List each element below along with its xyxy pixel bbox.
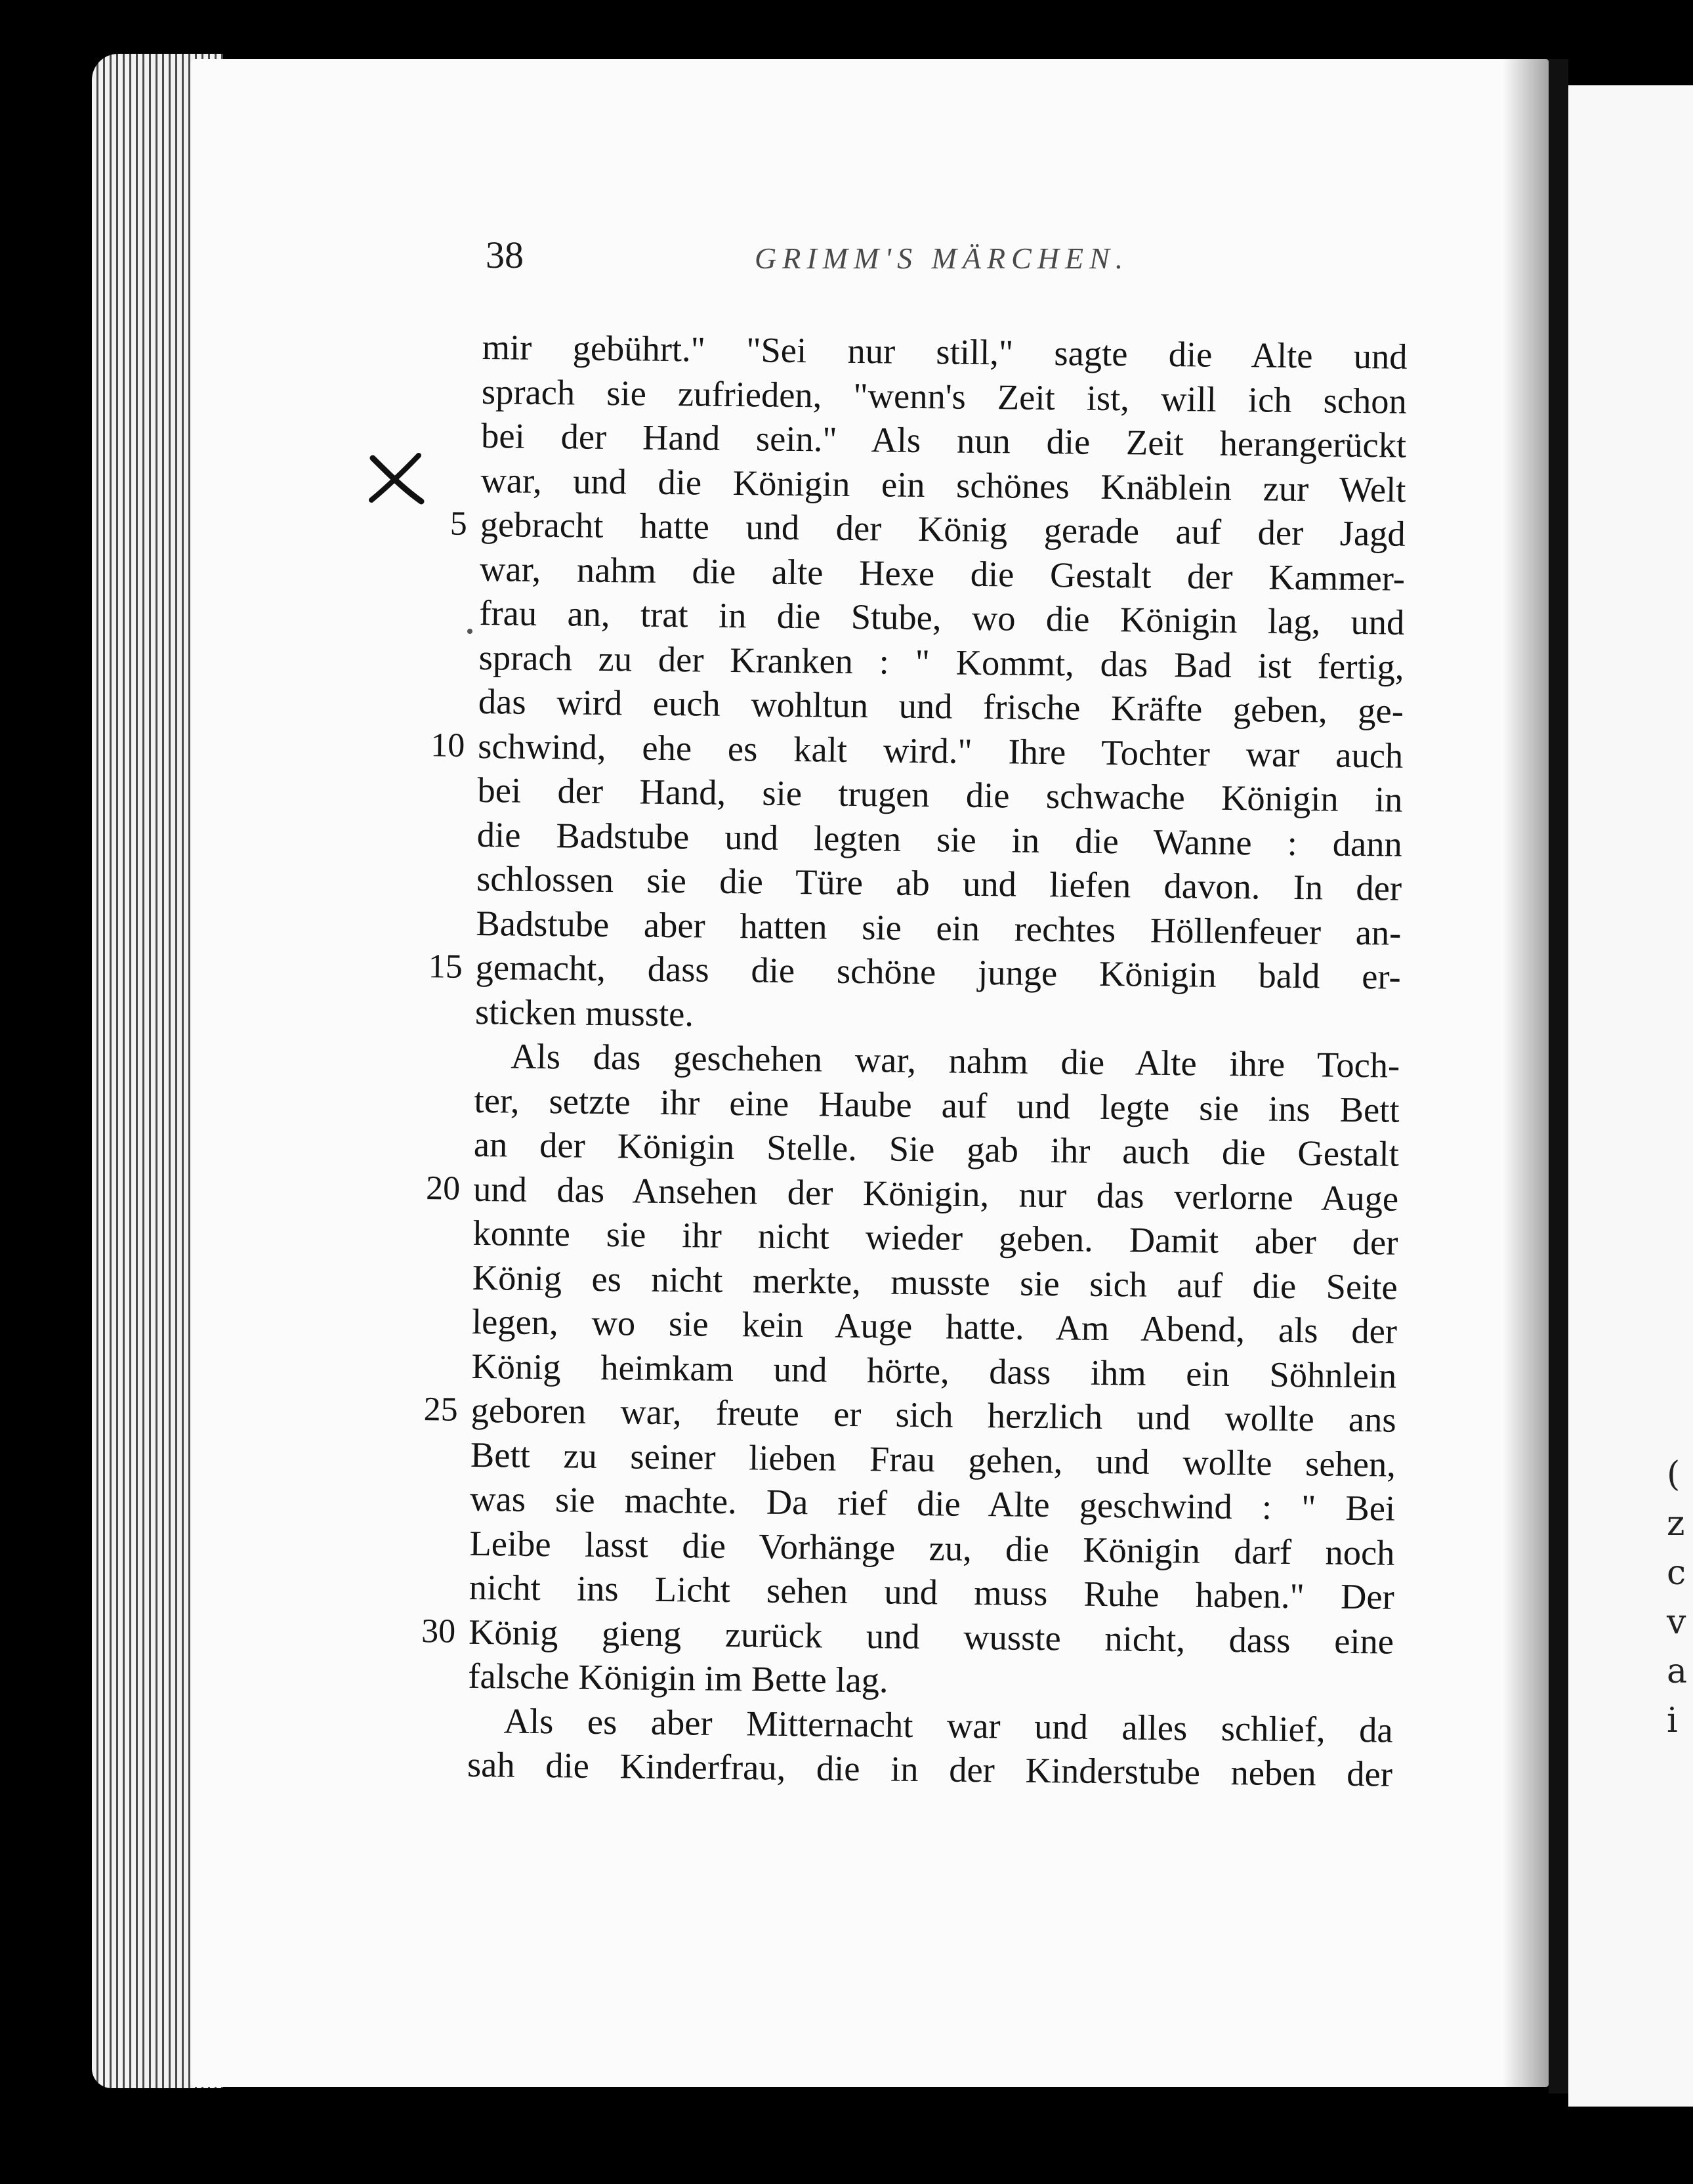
line-text: schlossen sie die Türe ab und liefen davon. In der: [476, 858, 1402, 908]
line-text: Als das geschehen war, nahm die Alte ihre Toch-: [511, 1036, 1400, 1085]
line-text: mir gebührt." "Sei nur still," sagte die Alte und: [482, 326, 1408, 377]
line-text: sprach sie zufrieden, "wenn's Zeit ist, will ich schon: [481, 371, 1408, 421]
gutter-shadow: [1503, 59, 1549, 2087]
line-text: gemacht, dass die schöne junge Königin bald er-: [475, 946, 1401, 997]
line-text: sticken musste.: [474, 991, 694, 1034]
line-text: Bett zu seiner lieben Frau gehen, und wollte sehen,: [470, 1434, 1396, 1484]
line-text: Leibe lasst die Vorhänge zu, die Königin darf noch: [469, 1522, 1395, 1573]
line-text: was sie machte. Da rief die Alte geschwind : " Bei: [469, 1478, 1396, 1528]
line-text: Als es aber Mitternacht war und alles schlief, da: [503, 1700, 1393, 1750]
page-header: [486, 233, 1431, 292]
facing-fragment: (: [1667, 1455, 1681, 1494]
body-text: [421, 325, 1408, 1796]
line-text: falsche Königin im Bette lag.: [468, 1655, 888, 1700]
line-text: das wird euch wohltun und frische Kräfte geben, ge-: [478, 681, 1404, 731]
line-text: sah die Kinderfrau, die in der Kinderstube neben der: [467, 1744, 1393, 1794]
page-number: 38: [486, 234, 524, 276]
facing-fragment: c: [1667, 1553, 1686, 1593]
margin-dot: [467, 629, 472, 634]
facing-page-text-fragments: [1667, 1450, 1693, 1746]
line-number: 15: [428, 948, 463, 986]
line-text: war, und die Königin ein schönes Knäblein zur Welt: [480, 459, 1406, 510]
handwritten-x-mark: [367, 453, 427, 505]
line-text: gebracht hatte und der König gerade auf der Jagd: [480, 503, 1406, 554]
line-text: schwind, ehe es kalt wird." Ihre Tochter war auch: [477, 725, 1404, 776]
line-text: und das Ansehen der Königin, nur das verlorne Auge: [472, 1168, 1399, 1219]
line-text: geboren war, freute er sich herzlich und wollte ans: [470, 1389, 1396, 1440]
line-text: nicht ins Licht sehen und muss Ruhe haben." Der: [469, 1566, 1395, 1617]
line-number: 25: [423, 1391, 458, 1429]
line-text: bei der Hand sein." Als nun die Zeit herangerückt: [480, 415, 1407, 465]
line-text: an der Königin Stelle. Sie gab ihr auch die Gestalt: [473, 1124, 1400, 1174]
line-text: war, nahm die alte Hexe die Gestalt der Kammer-: [479, 548, 1406, 598]
facing-fragment: a: [1667, 1652, 1688, 1691]
line-text: Badstube aber hatten sie ein rechtes Höllenfeuer an-: [476, 902, 1402, 953]
line-text: sprach zu der Kranken : " Kommt, das Bad ist fertig,: [478, 637, 1404, 687]
facing-page: [1568, 85, 1693, 2107]
line-text: König heimkam und hörte, dass ihm ein Söhnlein: [471, 1345, 1397, 1396]
line-text: bei der Hand, sie trugen die schwache Königin in: [477, 769, 1403, 820]
spine-gap: [1549, 59, 1568, 2093]
line-text: ter, setzte ihr eine Haube auf und legte sie ins Bett: [474, 1080, 1400, 1130]
facing-fragment: i: [1667, 1701, 1678, 1740]
line-number: 20: [425, 1169, 461, 1208]
line-number: 30: [421, 1612, 456, 1650]
line-text: frau an, trat in die Stube, wo die Königin lag, und: [479, 592, 1405, 642]
facing-fragment: z: [1667, 1504, 1685, 1544]
line-text: die Badstube und legten sie in die Wanne : dann: [476, 814, 1403, 864]
running-title: GRIMM'S MÄRCHEN.: [755, 242, 1129, 275]
line-number: 5: [449, 505, 468, 543]
line-text: König es nicht merkte, musste sie sich auf die Seite: [472, 1257, 1398, 1307]
line-text: legen, wo sie kein Auge hatte. Am Abend, als der: [471, 1301, 1398, 1351]
line-text: König gieng zurück und wusste nicht, dass eine: [468, 1611, 1394, 1662]
line-number: 10: [430, 726, 465, 765]
facing-fragment: v: [1667, 1603, 1686, 1642]
line-text: konnte sie ihr nicht wieder geben. Damit aber der: [472, 1212, 1398, 1263]
